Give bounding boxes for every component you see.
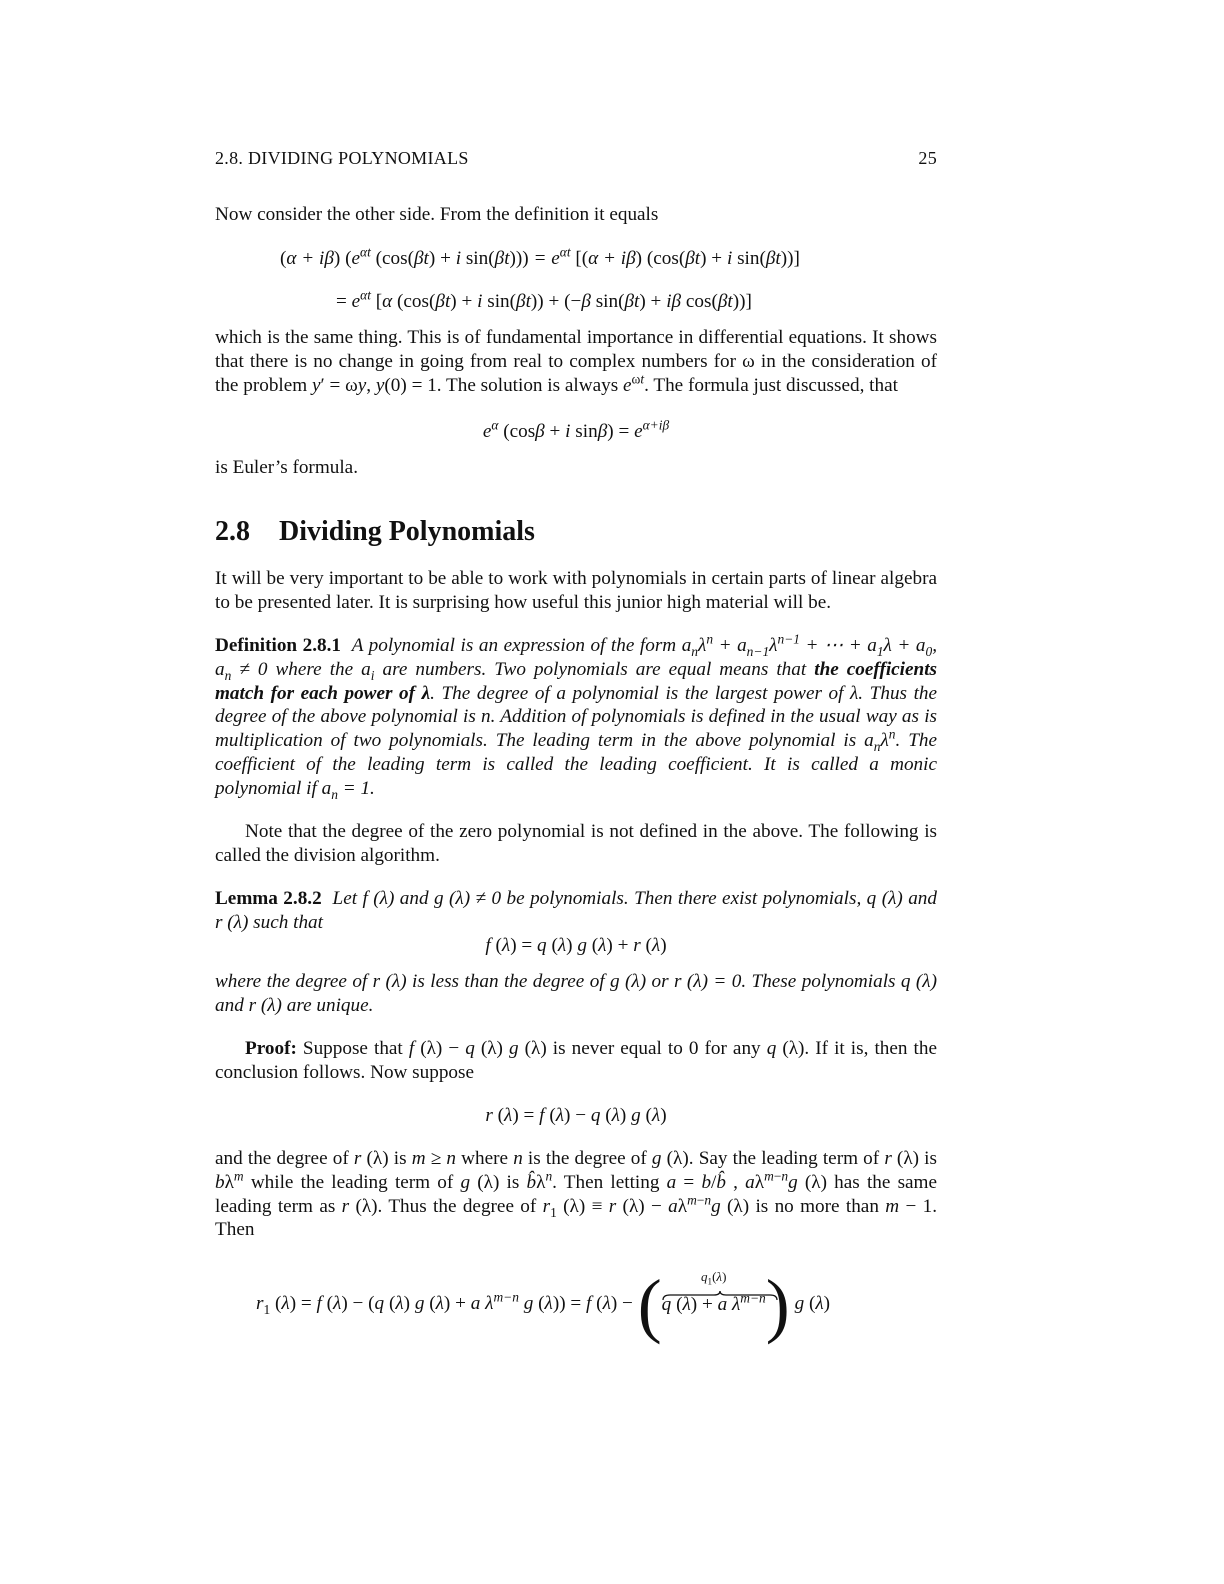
page-number: 25 (918, 148, 937, 168)
intro-line: Now consider the other side. From the definition it equals (215, 204, 659, 225)
section-number: 2.8 (215, 516, 250, 547)
document-page (215, 0, 937, 1584)
overbrace-group: $q_1(\lambda)$ q (λ) + a $\lambda^{m-n}$ (662, 1293, 766, 1317)
remainder-equation: r (λ) = f (λ) − q (λ) g (λ) (485, 1105, 667, 1126)
equation-other-side-1: (α + iβ) ($e^{\alpha t}$ (cos(βt) + i $\sin(\beta t))) = e^{\alpha t}$ [(α + iβ) (cos(βt) + i sin(βt))] (280, 244, 800, 269)
euler-tail: is Euler’s formula. (215, 457, 358, 478)
lemma-label: Lemma 2.8.2 (215, 888, 322, 909)
section-title: Dividing Polynomials (279, 516, 535, 547)
proof-paragraph: Proof: Suppose that f (λ) − q (λ) g (λ) is never equal to 0 for any q (λ). If it is, then the conclusion follows. Now suppose (215, 1038, 937, 1083)
r1-equation: $r_1$ (λ) = f (λ) − (q (λ) g (λ) + a $\lambda^{m-n}$ g (λ)) = f (λ) − ( $q_1(\lambda)$ q (λ) + a $\lambda^{m-n}$) g (λ) (256, 1265, 831, 1345)
section-intro: It will be very important to be able to work with polynomials in certain parts of linear algebra to be presented later. It is surprising how useful this junior high material will be. (215, 568, 937, 613)
definition-2-8-1: Definition 2.8.1 A polynomial is an expression of the form $a_n\lambda^n + a_{n-1}\lambda^{n-1}$ + ⋯ + $a_1\lambda + a_0$, $a_n \ne 0$ where the $a_i$ are numbers. Two polynomials are equal means that the coefficients match for each power of λ. The degree of a polynomial is the largest power of λ. Thus the degree of the above polynomial is n. Addition of polynomials is defined in the usual way as is multiplication of two polynomials. The leading term in the above polynomial is $a_n\lambda^n$. The coefficient of the leading term is called the leading coefficient. It is called a monic polynomial if $a_n = 1$. (215, 631, 938, 802)
definition-emphasis: the coefficients match for each power of (215, 658, 937, 704)
lemma-2-8-2: Lemma 2.8.2 Let f (λ) and g (λ) ≠ 0 be polynomials. Then there exist polynomials, q (λ) and r (λ) such that (215, 888, 937, 933)
proof-continuation: and the degree of r (λ) is m ≥ n where n is the degree of g (λ). Say the leading term of r (λ) is $b\lambda^m$ while the leading term of g (λ) is $b̂\lambda^n$. Then letting a = b/b̂ , $a\lambda^{m-n}g$ (λ) has the same leading term as r (λ). Thus the degree of $r_1$ (λ) ≡ r $(\lambda) - a\lambda^{m-n}g$ (λ) is no more than m − 1. Then (215, 1148, 938, 1241)
euler-formula: $e^\alpha$ (cosβ + i $\sin\beta) = e^{\alpha+i\beta}$ (482, 417, 670, 442)
equation-other-side-2: = $e^{\alpha t}$ [α (cos(βt) + i sin(βt)) + (−β sin(βt) + iβ cos(βt))] (336, 287, 752, 312)
proof-label: Proof: (245, 1038, 297, 1059)
running-head-section: 2.8. DIVIDING POLYNOMIALS (215, 148, 469, 168)
running-head (215, 148, 937, 169)
intro-paragraph: which is the same thing. This is of fundamental importance in differential equations. It shows that there is no change in going from real to complex numbers for ω in the consideration of the problem y′ = ωy, y(0) = 1. The solution is always $e^{\omega t}$. The formula just discussed, that (215, 327, 937, 396)
lemma-conclusion: where the degree of r (λ) is less than the degree of g (λ) or r (λ) = 0. These polynomials q (λ) and r (λ) are unique. (215, 971, 937, 1016)
division-note: Note that the degree of the zero polynomial is not defined in the above. The following is called the division algorithm. (215, 821, 937, 866)
overbrace-icon (662, 1291, 778, 1301)
section-heading (215, 516, 937, 548)
overbrace-label: $q_1(\lambda)$ (662, 1265, 766, 1301)
division-equation: f (λ) = q (λ) g (λ) + r (λ) (485, 935, 667, 956)
definition-label: Definition 2.8.1 (215, 635, 341, 656)
